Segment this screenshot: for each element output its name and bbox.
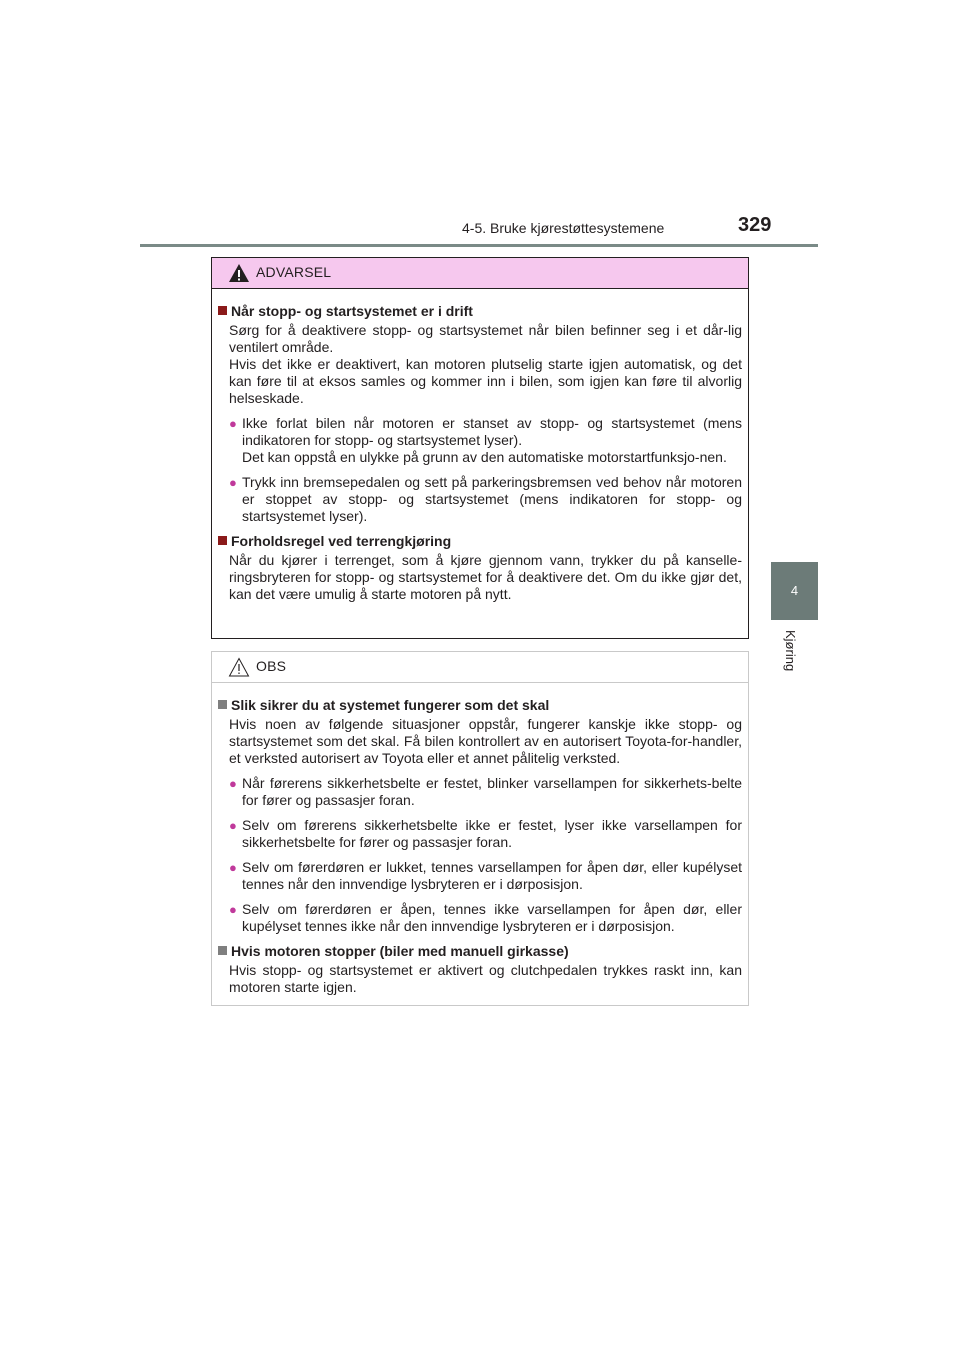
section-marker-icon [218, 306, 227, 315]
section-marker-icon [218, 536, 227, 545]
chapter-name: Kjøring [783, 630, 798, 672]
warning-text-1: Sørg for å deaktivere stopp- og startsystemet når bilen befinner seg i et dår-lig ventilert område. Hvis det ikke er deaktivert, kan motoren plutselig starte igjen automatisk, og det kan føre til at eksos samles og kommer inn i bilen, som igjen kan føre til alvorlig helseskade. [229, 322, 742, 406]
notice-heading-1: Slik sikrer du at systemet fungerer som det skal [218, 697, 742, 714]
bullet-dot-icon: ● [229, 818, 237, 833]
notice-bullet-4: ● Selv om førerdøren er åpen, tennes ikke varsellampen for åpen dør, eller kupélyset tennes ikke når den innvendige lysbryteren er i dørposisjon. [229, 901, 742, 934]
bullet-dot-icon: ● [229, 475, 237, 490]
chapter-number: 4 [790, 583, 799, 598]
warning-heading-1: Når stopp- og startsystemet er i drift [218, 303, 742, 320]
section-marker-icon [218, 700, 227, 709]
chapter-tab [771, 562, 818, 620]
notice-bullet-2: ● Selv om førerens sikkerhetsbelte ikke er festet, lyser ikke varsellampen for sikkerhetsbelte for fører og passasjer foran. [229, 817, 742, 850]
warning-label: ADVARSEL [256, 264, 332, 280]
warning-bullet-2: ● Trykk inn bremsepedalen og sett på parkeringsbremsen ved behov når motoren er stoppet av stopp- og startsystemet (mens indikatoren for stopp- og startsystemet lyser). [229, 474, 742, 524]
warning-triangle-icon [228, 263, 250, 283]
notice-header [212, 652, 748, 683]
bullet-dot-icon: ● [229, 776, 237, 791]
notice-box [211, 651, 749, 1006]
notice-bullet-3: ● Selv om førerdøren er lukket, tennes varsellampen for åpen dør, eller kupélyset tennes når den innvendige lysbryteren er i dørposisjon. [229, 859, 742, 892]
notice-bullet-1: ● Når førerens sikkerhetsbelte er festet, blinker varsellampen for sikkerhets-belte for fører og passasjer foran. [229, 775, 742, 808]
bullet-dot-icon: ● [229, 860, 237, 875]
warning-bullet-1: ● Ikke forlat bilen når motoren er stanset av stopp- og startsystemet (mens indikatoren for stopp- og startsystemet lyser). Det kan oppstå en ulykke på grunn av den automatiske motorstartfunksjo-nen. [229, 415, 742, 465]
notice-text-2: Hvis stopp- og startsystemet er aktivert og clutchpedalen trykkes raskt inn, kan motoren starte igjen. [229, 962, 742, 995]
bullet-dot-icon: ● [229, 902, 237, 917]
warning-header [212, 258, 748, 289]
notice-heading-2: Hvis motoren stopper (biler med manuell girkasse) [218, 943, 742, 960]
header-section-title: 4-5. Bruke kjørestøttesystemene [462, 220, 665, 236]
notice-label: OBS [256, 658, 287, 674]
warning-box [211, 257, 749, 639]
bullet-dot-icon: ● [229, 416, 237, 431]
section-marker-icon [218, 946, 227, 955]
notice-text-1: Hvis noen av følgende situasjoner oppstår, fungerer kanskje ikke stopp- og startsystemet som det skal. Få bilen kontrollert av en autorisert Toyota-for-handler, et verksted autorisert av Toyota eller et annet pålitelig verksted. [229, 716, 742, 766]
page-number: 329 [738, 214, 772, 236]
warning-text-3: Når du kjører i terrenget, som å kjøre gjennom vann, trykker du på kanselle-ringsbryteren for stopp- og startsystemet for å deaktivere det. Om du ikke gjør det, kan det være umulig å starte motoren på nytt. [229, 552, 742, 602]
warning-heading-2: Forholdsregel ved terrengkjøring [218, 533, 742, 550]
header-rule [140, 244, 818, 247]
notice-triangle-icon [228, 657, 250, 677]
